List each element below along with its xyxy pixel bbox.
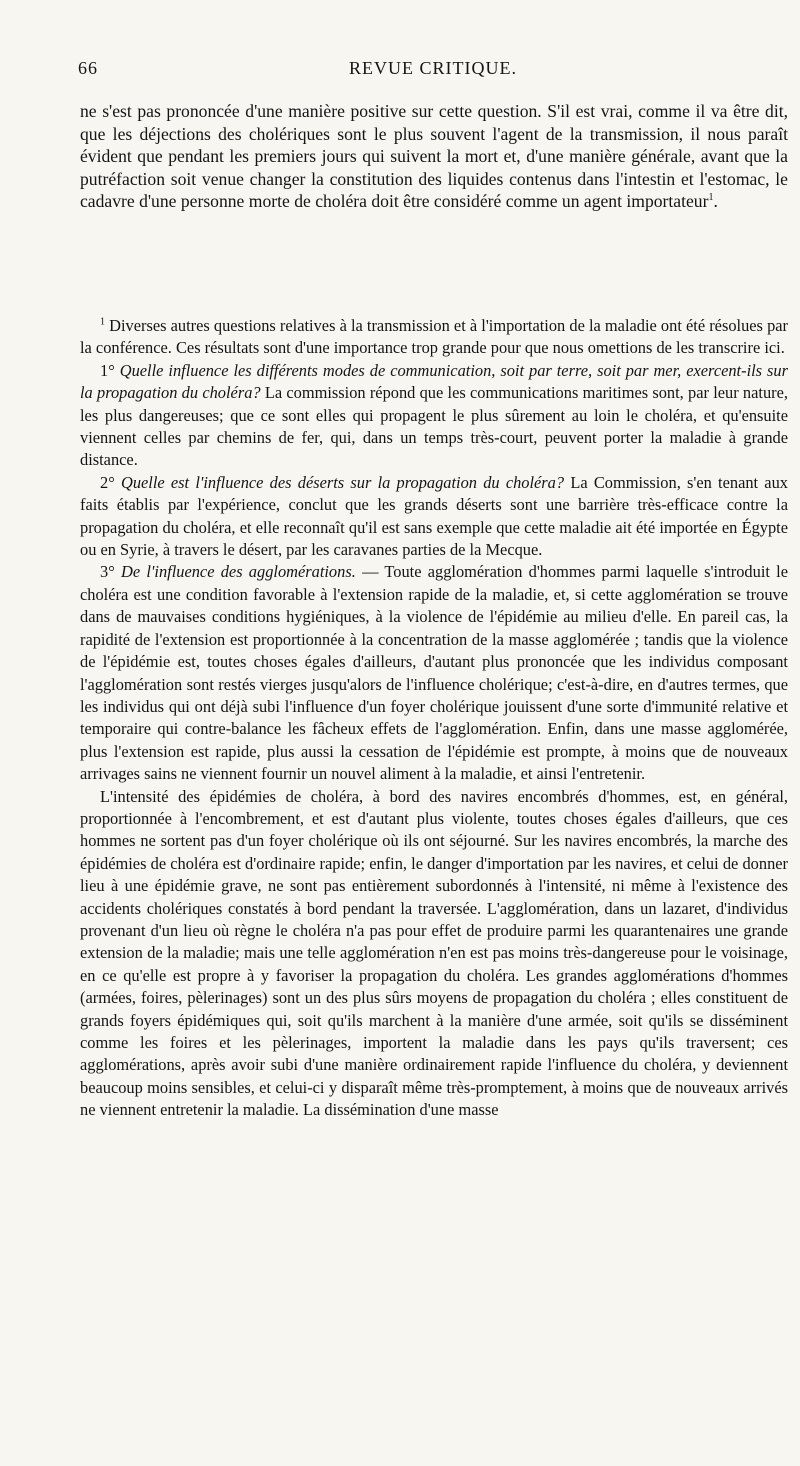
footnote-item-2: [80, 472, 788, 562]
footnote-item-3: [80, 561, 788, 785]
item-question: De l'influence des agglomérations.: [121, 562, 356, 582]
page-number: 66: [78, 58, 98, 78]
main-paragraph-end: .: [713, 191, 718, 212]
running-title: REVUE CRITIQUE.: [349, 58, 517, 78]
footnote-intro-text: Diverses autres questions relatives à la transmission et à l'importation de la maladie ont été résolues par la conférence. Ces résultats sont d'une importance trop grande pour que nous omettions de les transcrire ici.: [80, 316, 788, 358]
main-paragraph-text: ne s'est pas prononcée d'une manière positive sur cette question. S'il est vrai, comme il va être dit, que les déjections des cholériques sont le plus souvent l'agent de la transmission, il nous paraît évident que pendant les premiers jours qui suivent la mort et, d'une manière générale, avant que la putréfaction soit venue changer la constitution des liquides contenus dans l'intestin et l'estomac, le cadavre d'une personne morte de choléra doit être considéré comme un agent importateur: [80, 101, 788, 212]
footnote-marker: 1: [100, 316, 105, 328]
footnote-item-1: [80, 360, 788, 472]
item-number: 3°: [100, 562, 115, 582]
item-text: — Toute agglomération d'hommes parmi laquelle s'introduit le choléra est une condition favorable à l'extension rapide de la maladie, et, si cette agglomération se trouve dans de mauvaises conditions hygiéniques, à la violence de l'épidémie au milieu d'elle. En pareil cas, la rapidité de l'extension est proportionnée à la concentration de la masse agglomérée ; tandis que la violence de l'épidémie est, toutes choses égales d'ailleurs, d'autant plus prononcée que les individus composant l'agglomération sont restés vierges jusqu'alors de l'influence cholérique; c'est-à-dire, en d'autres termes, que les individus qui ont déjà subi l'influence d'un foyer cholérique jouissent d'une sorte d'immunité relative et temporaire qui contre-balance les fâcheux effets de l'agglomération. Enfin, dans une masse agglomérée, plus l'extension est rapide, plus aussi la cessation de l'épidémie est prompte, à moins que de nouveaux arrivages sains ne viennent fournir un nouvel aliment à la maladie, et ainsi l'entretenir.: [80, 562, 788, 784]
footnote-reference: 1: [708, 192, 714, 204]
item-text: La commission répond que les communications maritimes sont, par leur nature, les plus dangereuses; que ce sont elles qui propagent le plus sûrement au loin le choléra, et qu'ensuite viennent celles par chemins de fer, qui, dans un temps très-court, peuvent porter la maladie à grande distance.: [80, 383, 788, 470]
footnote-continuation: L'intensité des épidémies de choléra, à bord des navires encombrés d'hommes, est, en général, proportionnée à l'encombrement, et est d'autant plus violente, toutes choses égales d'ailleurs, que ces hommes ne sortent pas d'un foyer cholérique où ils ont séjourné. Sur les navires encombrés, la marche des épidémies de choléra est d'ordinaire rapide; enfin, le danger d'importation par les navires, et celui de donner lieu à une épidémie grave, ne sont pas entièrement subordonnés à l'intensité, ni même à l'existence des accidents cholériques constatés à bord pendant la traversée. L'agglomération, dans un lazaret, d'individus provenant d'un lieu où règne le choléra n'a pas pour effet de produire parmi les quarantenaires une grande extension de la maladie; mais une telle agglomération n'en est pas moins très-dangereuse pour le voisinage, en ce qu'elle est propre à y favoriser la propagation du choléra. Les grandes agglomérations d'hommes (armées, foires, pèlerinages) sont un des plus sûrs moyens de propagation du choléra ; elles constituent de grands foyers épidémiques qui, soit qu'ils marchent à la manière d'une armée, soit qu'ils se disséminent comme les foires et les pèlerinages, importent la maladie dans les pays qu'ils traversent; ces agglomérations, après avoir subi d'une manière ordinairement rapide l'influence du choléra, y deviennent beaucoup moins sensibles, et celui-ci y disparaît même très-promptement, à moins que de nouveaux arrivés ne viennent entretenir la maladie. La dissémination d'une masse: [80, 786, 788, 1120]
footnote: [80, 315, 788, 1122]
footnote-intro: [80, 315, 788, 360]
item-question: Quelle est l'influence des déserts sur la propagation du choléra?: [120, 472, 565, 492]
item-number: 2°: [100, 472, 115, 492]
item-text: La Commission, s'en tenant aux faits établis par l'expérience, conclut que les grands déserts sont une barrière très-efficace contre la propagation du choléra, et elle reconnaît qu'il est sans exemple que cette maladie ait été importée en Égypte ou en Syrie, à travers le désert, par les caravanes parties de la Mecque.: [80, 472, 788, 560]
item-question: Quelle influence les différents modes de communication, soit par terre, soit par mer, exercent-ils sur la propagation du choléra?: [80, 360, 788, 403]
item-number: 1°: [100, 360, 115, 380]
page-header: [78, 58, 788, 84]
main-paragraph: [80, 100, 788, 213]
main-text: [80, 100, 788, 213]
